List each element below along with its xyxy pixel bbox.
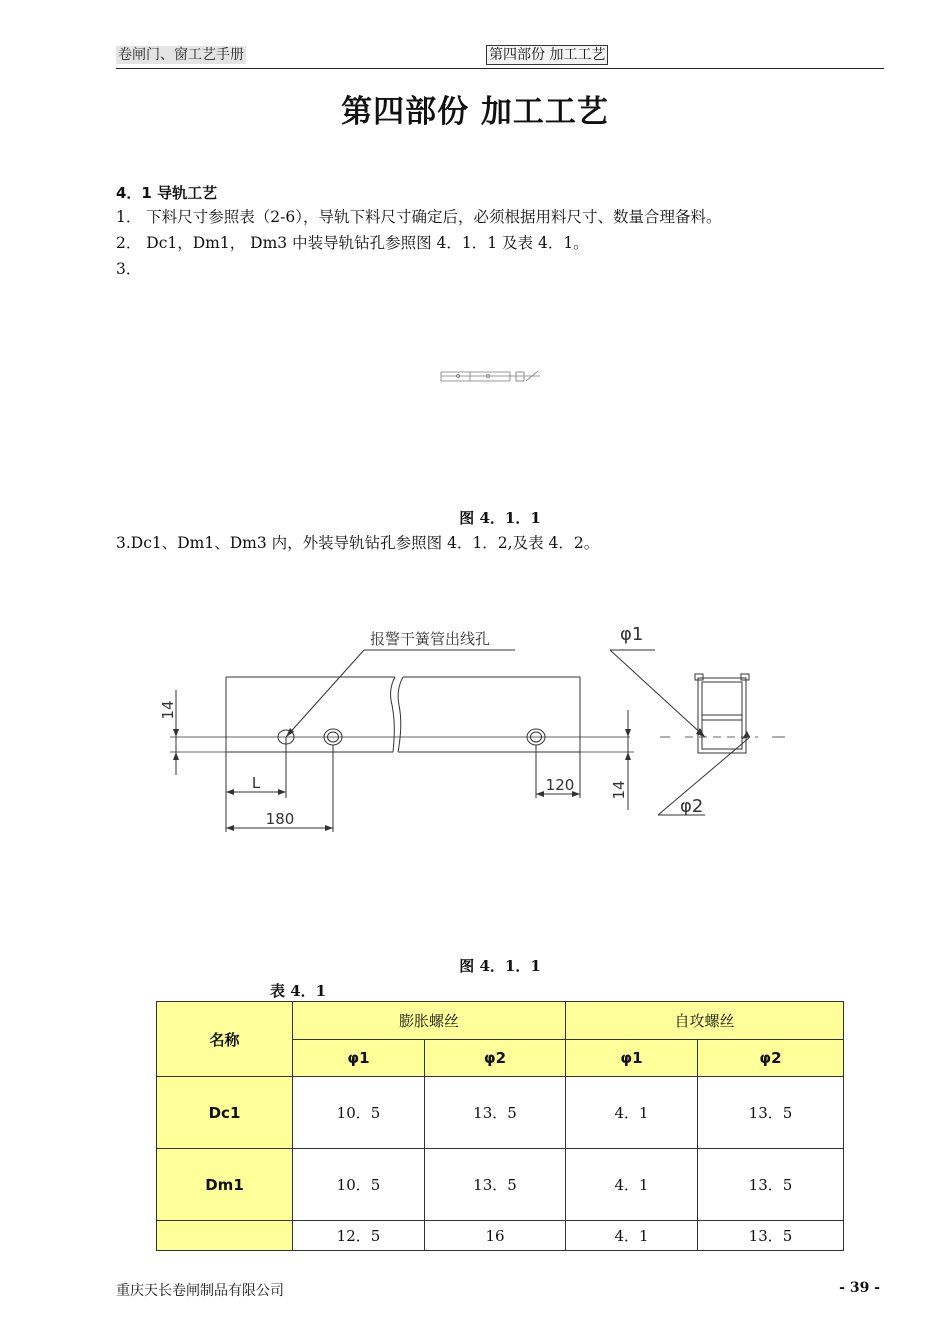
table-cell: 16	[425, 1221, 566, 1251]
table-subheader: φ1	[566, 1040, 698, 1077]
table-row-name: Dc1	[157, 1077, 293, 1149]
table-row-name	[157, 1221, 293, 1251]
footer-company: 重庆天长卷闸制品有限公司	[116, 1283, 284, 1299]
phi2-label: φ2	[680, 796, 704, 817]
table-row	[157, 1149, 844, 1221]
table-name-header: 名称	[157, 1002, 293, 1077]
paragraph-1: 1． 下料尺寸参照表（2-6），导轨下料尺寸确定后，必须根据用料尺寸、数量合理备料。	[116, 208, 722, 226]
break-line-2	[398, 677, 403, 752]
table-cell: 10．5	[293, 1077, 425, 1149]
paragraph-2: 2． Dc1，Dm1， Dm3 中装导轨钻孔参照图 4．1．1 及表 4．1。	[116, 234, 589, 252]
figure-1-caption: 图 4．1．1	[459, 509, 541, 527]
table-cell: 4．1	[566, 1221, 698, 1251]
table-row	[157, 1077, 844, 1149]
table-cell: 12．5	[293, 1221, 425, 1251]
table-subheader: φ2	[425, 1040, 566, 1077]
arrow-14-left-top	[173, 729, 179, 737]
table-cell: 13．5	[425, 1077, 566, 1149]
page-title: 第四部份 加工工艺	[341, 94, 609, 130]
table-group-selftap: 自攻螺丝	[566, 1002, 844, 1040]
break-line-1	[391, 677, 395, 752]
hole-label: 报警干簧管出线孔	[370, 630, 491, 648]
dim-14-right-label: 14	[610, 780, 628, 800]
table-row	[157, 1221, 844, 1251]
header-rule	[116, 68, 884, 69]
header-manual-title: 卷闸门、窗工艺手册	[118, 47, 244, 63]
arrow-14-left-bottom	[173, 752, 179, 760]
table-caption: 表 4．1	[270, 982, 327, 1000]
table-cell: 13．5	[698, 1149, 844, 1221]
table-cell: 4．1	[566, 1077, 698, 1149]
table-subheader: φ1	[293, 1040, 425, 1077]
figure-2-caption: 图 4．1．1	[459, 957, 541, 975]
table-cell: 13．5	[698, 1221, 844, 1251]
phi1-leader	[610, 650, 705, 737]
paragraph-3: 3．	[116, 260, 142, 278]
table-cell: 13．5	[425, 1149, 566, 1221]
section-heading: 4．1 导轨工艺	[116, 184, 218, 202]
dim-L-label: L	[251, 774, 261, 792]
table-row-name: Dm1	[157, 1149, 293, 1221]
screw-spec-table	[156, 1001, 844, 1251]
table-cell: 10．5	[293, 1149, 425, 1221]
phi1-label: φ1	[620, 624, 644, 645]
dim-180-label: 180	[265, 810, 295, 828]
table-cell: 13．5	[698, 1077, 844, 1149]
guide-rail-drilling-drawing	[140, 610, 820, 850]
dim-14-left-label: 14	[159, 700, 177, 720]
figure-thumbnail	[440, 369, 542, 383]
table-subheader: φ2	[698, 1040, 844, 1077]
table-cell: 4．1	[566, 1149, 698, 1221]
paragraph-4: 3.Dc1、Dm1、Dm3 内，外装导轨钻孔参照图 4．1．2,及表 4．2。	[116, 534, 600, 552]
header-part-title: 第四部份 加工工艺	[486, 45, 608, 65]
table-group-expansion: 膨胀螺丝	[293, 1002, 566, 1040]
hole-label-leader	[286, 650, 364, 737]
dim-120-label: 120	[545, 776, 575, 794]
footer-page-number: - 39 -	[839, 1280, 880, 1296]
